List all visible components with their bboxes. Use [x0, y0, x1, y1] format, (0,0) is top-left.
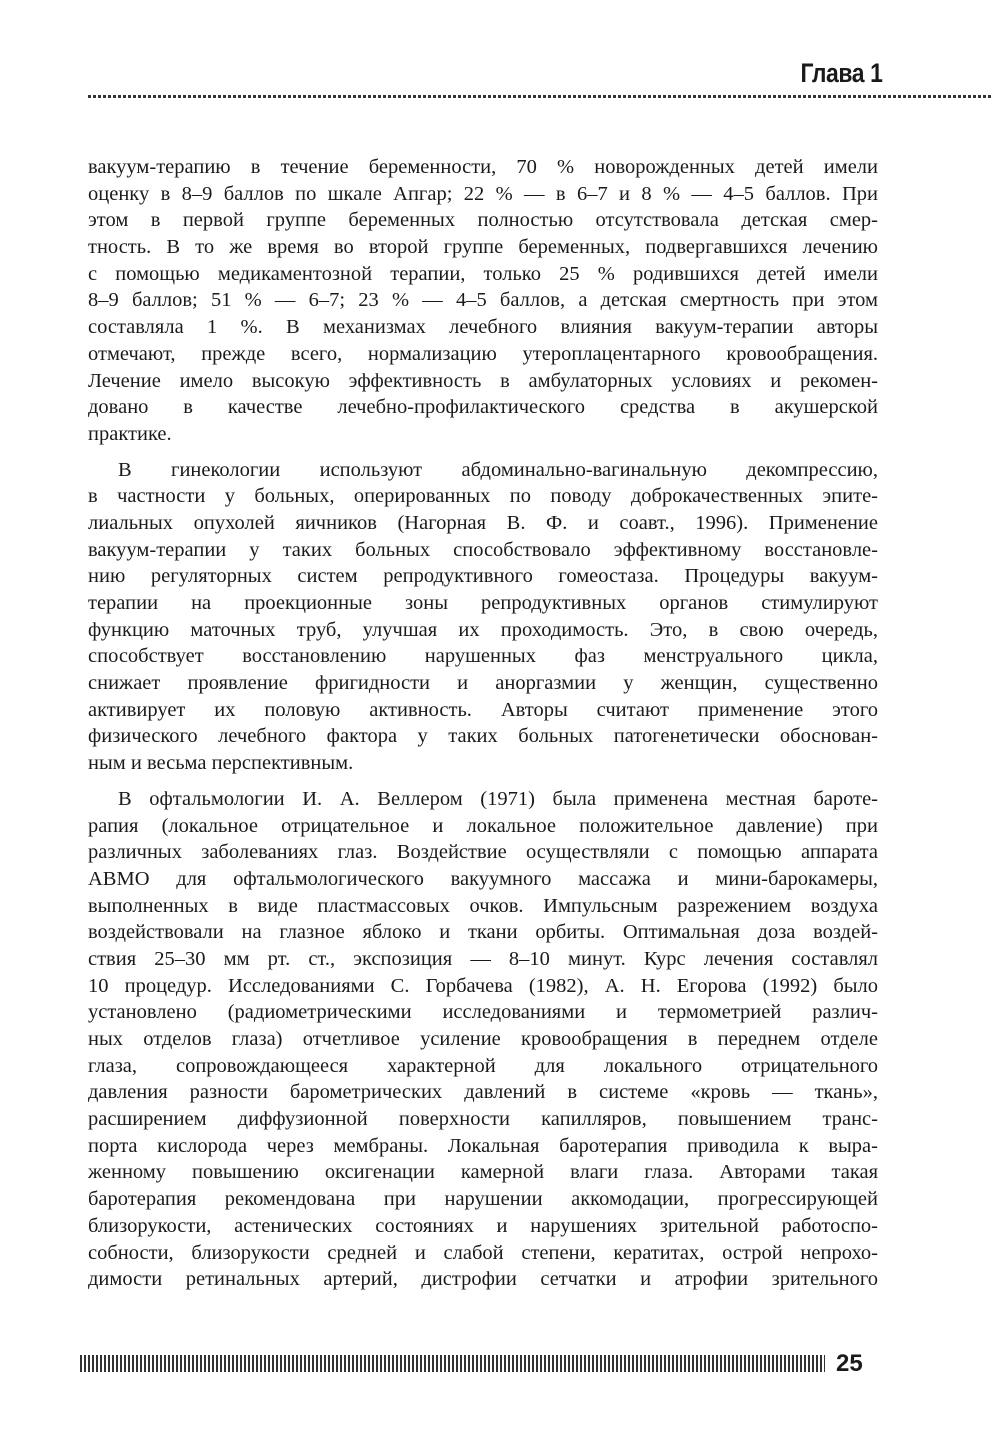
text-line: рапия (локальное отрицательное и локальное положительное давление) при	[88, 814, 878, 837]
text-line: снижает проявление фригидности и аноргазмии у женщин, существенно	[88, 672, 878, 695]
paragraph	[88, 457, 878, 777]
text-line: нию регуляторных систем репродуктивного гомеостаза. Процедуры вакуум-	[88, 565, 878, 588]
text-line: АВМО для офтальмологического вакуумного массажа и мини-барокамеры,	[88, 867, 878, 890]
text-line: баротерапия рекомендована при нарушении аккомодации, прогрессирующей	[88, 1188, 878, 1211]
text-line: составляла 1 %. В механизмах лечебного влияния вакуум-терапии авторы	[88, 316, 878, 339]
text-line: ных отделов глаза) отчетливое усиление кровообращения в переднем отделе	[88, 1028, 878, 1050]
text-line: терапии на проекционные зоны репродуктивных органов стимулируют	[88, 592, 878, 614]
paragraph	[88, 154, 878, 448]
text-line: в частности у больных, оперированных по поводу доброкачественных эпите-	[88, 485, 878, 508]
text-line: 10 процедур. Исследованиями С. Горбачева (1982), А. Н. Егорова (1992) было	[88, 974, 878, 997]
text-line: активирует их половую активность. Авторы считают применение этого	[88, 698, 878, 721]
text-line: тность. В то же время во второй группе беременных, подвергавшихся лечению	[88, 236, 878, 259]
text-line: димости ретинальных артерий, дистрофии сетчатки и атрофии зрительного	[88, 1268, 878, 1291]
text-line: женному повышению оксигенации камерной влаги глаза. Авторами такая	[88, 1161, 878, 1184]
text-line: с помощью медикаментозной терапии, только 25 % родившихся детей имели	[88, 262, 878, 285]
header-dotted-rule	[88, 95, 992, 98]
text-line: расширением диффузионной поверхности капилляров, повышением транс-	[88, 1108, 878, 1131]
text-line: лиальных опухолей яичников (Нагорная В. Ф. и соавт., 1996). Применение	[88, 511, 878, 534]
text-line: довано в качестве лечебно-профилактического средства в акушерской	[88, 396, 878, 419]
text-line: физического лечебного фактора у таких больных патогенетически обоснован-	[88, 725, 878, 748]
text-line: ным и весьма перспективным.	[88, 752, 354, 775]
text-line: вакуум-терапию в течение беременности, 70 % новорожденных детей имели	[88, 156, 878, 178]
text-line: глаза, сопровождающееся характерной для локального отрицательного	[88, 1054, 878, 1077]
text-line: 8–9 баллов; 51 % — 6–7; 23 % — 4–5 баллов, а детская смертность при этом	[88, 289, 878, 312]
text-line: порта кислорода через мембраны. Локальная баротерапия приводила к выра-	[88, 1134, 878, 1157]
body-text	[88, 154, 878, 1302]
text-line: выполненных в виде пластмассовых очков. Импульсным разрежением воздуха	[88, 894, 878, 917]
text-line: оценку в 8–9 баллов по шкале Апгар; 22 % — в 6–7 и 8 % — 4–5 баллов. При	[88, 182, 878, 205]
text-line: функцию маточных труб, улучшая их проходимость. Это, в свою очередь,	[88, 618, 878, 641]
text-line: ствия 25–30 мм рт. ст., экспозиция — 8–10 минут. Курс лечения составлял	[88, 947, 878, 970]
text-line: способствует восстановлению нарушенных фаз менструального цикла,	[88, 645, 878, 668]
text-line: В гинекологии используют абдоминально-вагинальную декомпрессию,	[118, 458, 878, 481]
text-line: этом в первой группе беременных полностью отсутствовала детская смер-	[88, 209, 878, 232]
text-line: практике.	[88, 422, 172, 445]
paragraph	[88, 786, 878, 1293]
text-line: В офтальмологии И. А. Веллером (1971) была применена местная бароте-	[118, 787, 878, 810]
text-line: различных заболеваниях глаз. Воздействие осуществляли с помощью аппарата	[88, 841, 878, 864]
text-line: собности, близорукости средней и слабой степени, кератитах, острой непрохо-	[88, 1241, 878, 1264]
text-line: установлено (радиометрическими исследованиями и термометрией различ-	[88, 1001, 878, 1024]
text-line: давления разности барометрических давлений в системе «кровь — ткань»,	[88, 1081, 878, 1104]
text-line: воздействовали на глазное яблоко и ткани орбиты. Оптимальная доза воздей-	[88, 921, 878, 944]
text-line: Лечение имело высокую эффективность в амбулаторных условиях и рекомен-	[88, 369, 878, 392]
page-number: 25	[836, 1350, 863, 1377]
chapter-header: Глава 1	[800, 58, 882, 88]
text-line: отмечают, прежде всего, нормализацию утероплацентарного кровообращения.	[88, 342, 878, 365]
footer-bar-rule	[80, 1355, 825, 1372]
text-line: близорукости, астенических состояниях и нарушениях зрительной работоспо-	[88, 1214, 878, 1237]
text-line: вакуум-терапии у таких больных способствовало эффективному восстановле-	[88, 538, 878, 561]
